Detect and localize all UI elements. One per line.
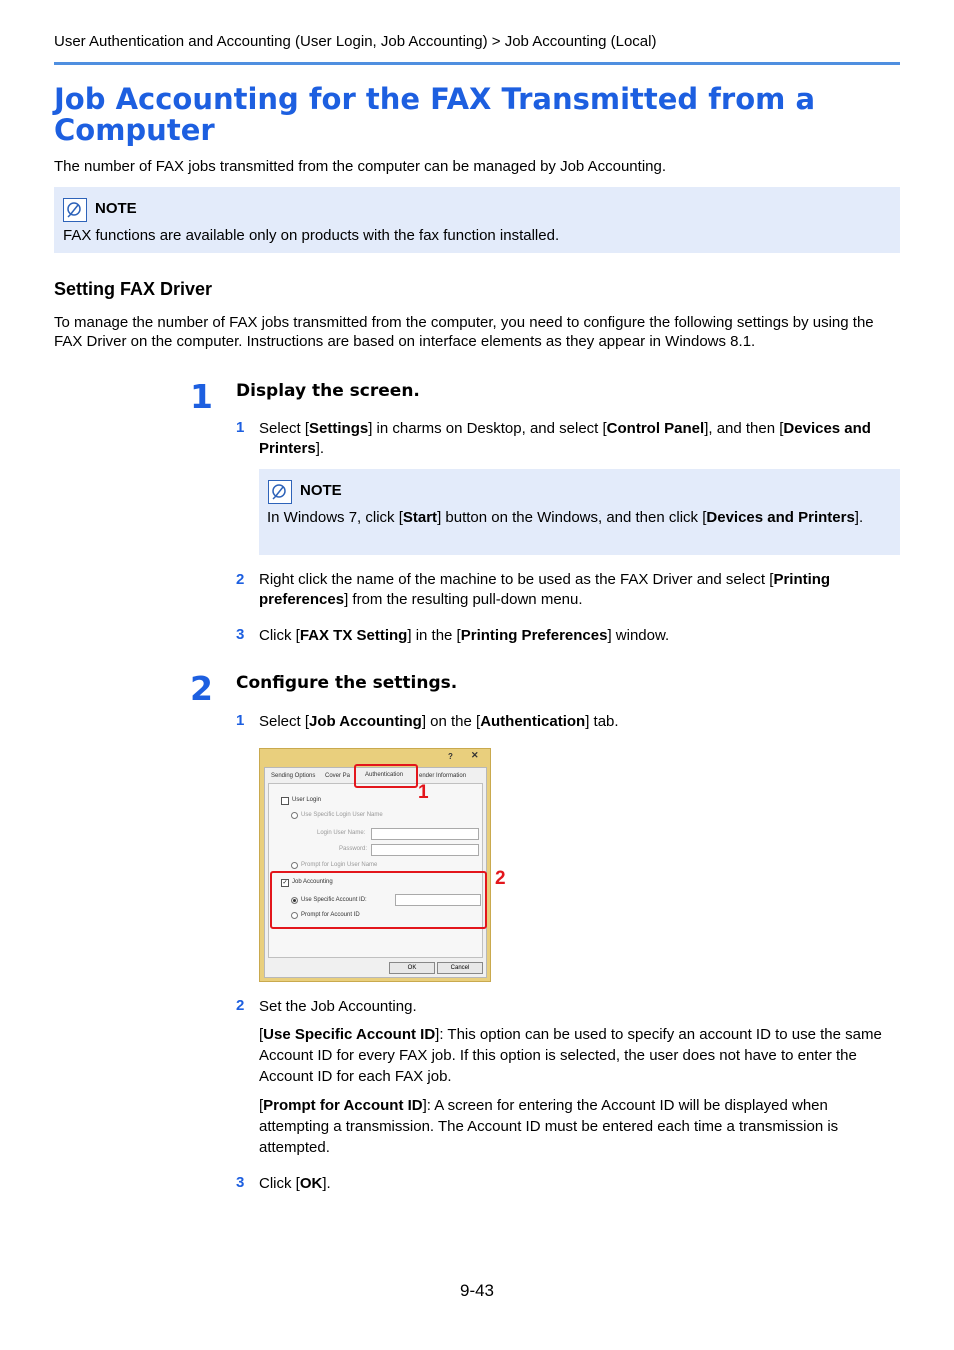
tab-sending-options[interactable]: Sending Options	[271, 773, 316, 779]
breadcrumb: User Authentication and Accounting (User Login, Job Accounting) > Job Accounting (Local)	[54, 33, 657, 50]
substep-text: Click [OK].	[259, 1175, 331, 1192]
step-heading: Configure the settings.	[236, 673, 458, 693]
substep-number: 1	[236, 419, 245, 436]
cancel-button[interactable]: Cancel	[437, 962, 483, 974]
step-number: 2	[190, 669, 213, 708]
callout-number: 1	[418, 782, 429, 803]
password-input[interactable]	[371, 844, 479, 856]
substep-text: Click [FAX TX Setting] in the [Printing Preferences] window.	[259, 627, 670, 644]
note-label: NOTE	[95, 200, 137, 217]
tab-sender-information[interactable]: ender Information	[419, 773, 467, 779]
help-button[interactable]: ?	[448, 752, 453, 761]
tab-cover-page[interactable]: Cover Pa	[325, 773, 351, 779]
user-login-checkbox[interactable]	[281, 797, 289, 805]
use-specific-account-label: Use Specific Account ID:	[301, 897, 367, 903]
step-number: 1	[190, 377, 213, 416]
password-label: Password:	[339, 846, 368, 852]
login-user-name-input[interactable]	[371, 828, 479, 840]
login-user-name-label: Login User Name:	[317, 830, 366, 836]
highlight-authentication-tab	[354, 764, 418, 788]
section-heading: Setting FAX Driver	[54, 279, 213, 299]
use-specific-login-radio[interactable]	[291, 812, 298, 819]
note-box	[54, 187, 900, 253]
ok-button[interactable]: OK	[389, 962, 435, 974]
callout-number: 2	[495, 868, 506, 889]
tab-authentication[interactable]: Authentication	[365, 772, 404, 778]
intro-text: The number of FAX jobs transmitted from the computer can be managed by Job Accounting.	[54, 158, 666, 175]
note-icon	[268, 480, 292, 504]
substep-number: 3	[236, 1174, 245, 1191]
header-rule	[54, 62, 900, 65]
use-specific-login-label: Use Specific Login User Name	[301, 812, 383, 818]
prompt-login-radio[interactable]	[291, 862, 298, 869]
note-text: FAX functions are available only on products with the fax function installed.	[63, 227, 560, 244]
substep-number: 2	[236, 997, 245, 1014]
highlight-job-accounting	[270, 871, 487, 929]
substep-text: Right click the name of the machine to be used as the FAX Driver and select [Printing preferences] from the resulting pull-down menu.	[259, 571, 831, 608]
note-icon	[63, 198, 87, 222]
substep-text: Set the Job Accounting.	[259, 998, 417, 1015]
page-number: 9-43	[459, 1281, 495, 1300]
job-accounting-label: Job Accounting	[292, 879, 333, 885]
note-label: NOTE	[300, 482, 342, 499]
substep-text: Select [Settings] in charms on Desktop, and select [Control Panel], and then [Devices and Printers].	[259, 420, 871, 457]
job-accounting-checkbox[interactable]: ✓	[282, 880, 288, 886]
option-description: [Prompt for Account ID]: A screen for entering the Account ID will be displayed when attempting a transmission. The Account ID must be entered each time a transmission is attempted.	[259, 1097, 839, 1156]
option-description: [Use Specific Account ID]: This option can be used to specify an account ID to use the same Account ID for every FAX job. If this option is selected, the user does not have to enter the Account ID for each FAX job.	[259, 1026, 882, 1085]
substep-number: 2	[236, 571, 245, 588]
section-text: To manage the number of FAX jobs transmitted from the computer, you need to configure the following settings by using the FAX Driver on the computer. Instructions are based on interface elements as they appear in Windows 8.1.	[54, 314, 874, 350]
user-login-label: User Login	[292, 797, 322, 803]
close-icon[interactable]: ✕	[471, 750, 479, 760]
page-title: Job Accounting for the FAX Transmitted from a Computer	[54, 82, 816, 147]
prompt-login-label: Prompt for Login User Name	[301, 862, 378, 868]
prompt-account-label: Prompt for Account ID	[301, 912, 360, 918]
substep-number: 3	[236, 626, 245, 643]
step-heading: Display the screen.	[236, 381, 420, 401]
substep-number: 1	[236, 712, 245, 729]
note-text: In Windows 7, click [Start] button on the Windows, and then click [Devices and Printers].	[267, 509, 864, 526]
substep-text: Select [Job Accounting] on the [Authentication] tab.	[259, 713, 619, 730]
note-box	[259, 469, 900, 555]
